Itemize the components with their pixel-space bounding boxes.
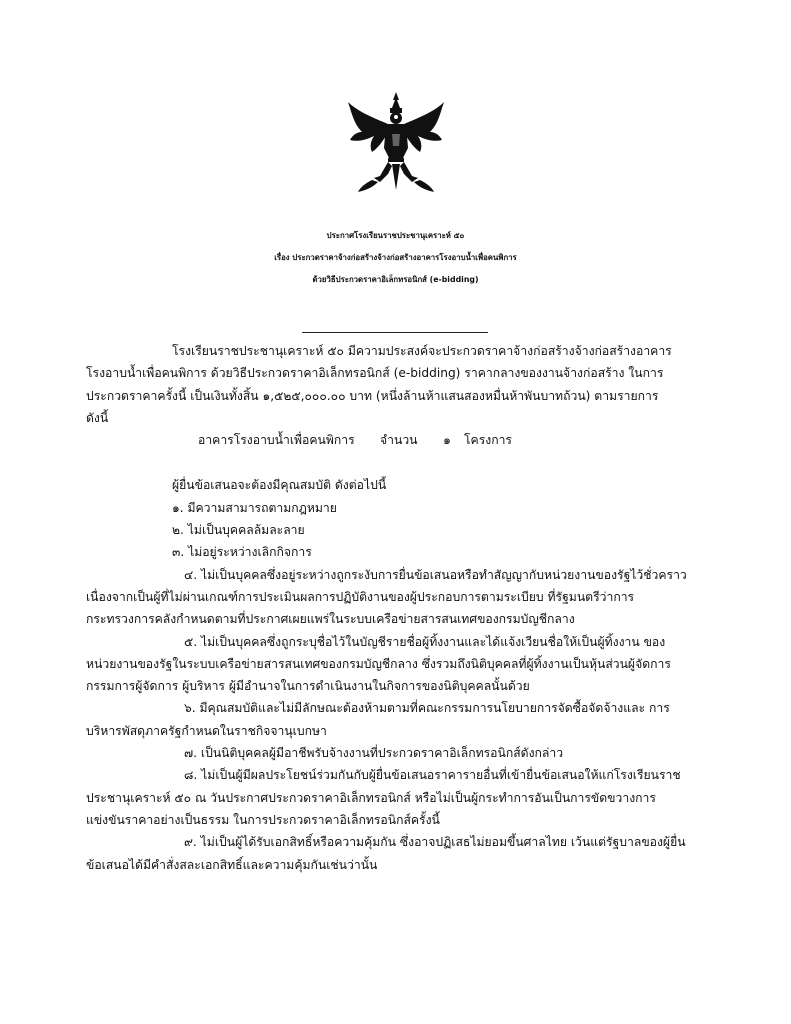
title-divider	[302, 332, 488, 333]
qualification-1	[86, 497, 710, 519]
qualification-7-line-1: ๗. เป็นนิติบุคคลผู้มีอาชีพรับจ้างงานที่ประกวดราคาอิเล็กทรอนิกส์ดังกล่าว	[184, 746, 564, 761]
qualification-5-line-1: ๕. ไม่เป็นบุคคลซึ่งถูกระบุชื่อไว้ในบัญชีรายชื่อผู้ทิ้งงานและได้แจ้งเวียนชื่อให้เป็นผู้ทิ้งงาน ของ	[184, 634, 666, 649]
qualification-8	[86, 764, 710, 831]
qualification-9	[86, 831, 710, 876]
item-unit: โครงการ	[464, 433, 512, 448]
intro-line-3: ประกวดราคาครั้งนี้ เป็นเงินทั้งสิ้น ๑,๕๒๕,๐๐๐.๐๐ บาท (หนึ่งล้านห้าแสนสองหมื่นห้าพันบาทถ้วน) ตามรายการ	[86, 388, 659, 403]
intro-line-2: โรงอาบน้ำเพื่อคนพิการ ด้วยวิธีประกวดราคาอิเล็กทรอนิกส์ (e-bidding) ราคากลางของงานจ้างก่อสร้าง ในการ	[86, 366, 664, 381]
qualifications-heading: ผู้ยื่นข้อเสนอจะต้องมีคุณสมบัติ ดังต่อไปนี้	[172, 478, 387, 493]
qualification-4	[86, 564, 710, 631]
qualification-2-line-1: ๒. ไม่เป็นบุคคลล้มละลาย	[172, 523, 305, 538]
garuda-emblem-icon	[344, 90, 448, 194]
qualification-4-line-1: ๔. ไม่เป็นบุคคลซึ่งอยู่ระหว่างถูกระงับการยื่นข้อเสนอหรือทำสัญญากับหน่วยงานของรัฐไว้ชั่วคราว	[184, 567, 687, 582]
item-quantity: ๑	[443, 433, 451, 448]
qualification-5	[86, 631, 710, 698]
qualification-1-line-1: ๑. มีความสามารถตามกฎหมาย	[172, 500, 337, 515]
intro-line-1: โรงเรียนราชประชานุเคราะห์ ๕๐ มีความประสงค์จะประกวดราคาจ้างก่อสร้างจ้างก่อสร้างอาคาร	[172, 344, 672, 358]
qualification-9-line-1: ๙. ไม่เป็นผู้ได้รับเอกสิทธิ์หรือความคุ้มกัน ซึ่งอาจปฏิเสธไม่ยอมขึ้นศาลไทย เว้นแต่รัฐบาลของผู้ยื่น	[184, 835, 686, 850]
qualification-7	[86, 742, 710, 764]
item-row	[86, 429, 710, 451]
qualification-8-line-3: แข่งขันราคาอย่างเป็นธรรม ในการประกวดราคาอิเล็กทรอนิกส์ครั้งนี้	[86, 812, 440, 827]
qualification-5-line-2: หน่วยงานของรัฐในระบบเครือข่ายสารสนเทศของกรมบัญชีกลาง ซึ่งรวมถึงนิติบุคคลที่ผู้ทิ้งงานเป็นหุ้นส่วนผู้จัดการ	[86, 656, 671, 671]
item-unit-label: จำนวน	[380, 433, 418, 448]
qualification-9-line-2: ข้อเสนอได้มีคำสั่งสละเอกสิทธิ์และความคุ้มกันเช่นว่านั้น	[86, 857, 378, 872]
intro-paragraph	[86, 340, 710, 429]
title-line-3: ด้วยวิธีประกวดราคาอิเล็กทรอนิกส์ (e-bidding)	[312, 275, 479, 284]
qualification-6-line-1: ๖. มีคุณสมบัติและไม่มีลักษณะต้องห้ามตามที่คณะกรรมการนโยบายการจัดซื้อจัดจ้างและ การ	[184, 701, 670, 716]
qualification-6-line-2: บริหารพัสดุภาครัฐกำหนดในราชกิจจานุเบกษา	[86, 723, 327, 738]
title-line-2: เรื่อง ประกวดราคาจ้างก่อสร้างจ้างก่อสร้างอาคารโรงอาบน้ำเพื่อคนพิการ	[274, 253, 517, 262]
qualification-3-line-1: ๓. ไม่อยู่ระหว่างเลิกกิจการ	[172, 545, 312, 560]
announcement-body	[86, 340, 710, 876]
announcement-title	[0, 225, 791, 291]
qualification-4-line-3: กระทรวงการคลังกำหนดตามที่ประกาศเผยแพร่ในระบบเครือข่ายสารสนเทศของกรมบัญชีกลาง	[86, 612, 575, 627]
qualification-6	[86, 697, 710, 742]
qualification-4-line-2: เนื่องจากเป็นผู้ที่ไม่ผ่านเกณฑ์การประเมินผลการปฏิบัติงานของผู้ประกอบการตามระเบียบ ที่รัฐมนตรีว่าการ	[86, 589, 635, 604]
qualification-5-line-3: กรรมการผู้จัดการ ผู้บริหาร ผู้มีอำนาจในการดำเนินงานในกิจการของนิติบุคคลนั้นด้วย	[86, 679, 530, 694]
intro-line-4: ดังนี้	[86, 410, 109, 425]
qualification-2	[86, 519, 710, 541]
qualification-3	[86, 541, 710, 563]
title-line-1: ประกาศโรงเรียนราชประชานุเคราะห์ ๕๐	[326, 231, 465, 240]
qualification-8-line-1: ๘. ไม่เป็นผู้มีผลประโยชน์ร่วมกันกับผู้ยื่นข้อเสนอราคารายอื่นที่เข้ายื่นข้อเสนอให้แก่โรงเรียนราช	[184, 768, 681, 783]
qualification-8-line-2: ประชานุเคราะห์ ๕๐ ณ วันประกาศประกวดราคาอิเล็กทรอนิกส์ หรือไม่เป็นผู้กระทำการอันเป็นการขัดขวางการ	[86, 790, 656, 805]
item-name: อาคารโรงอาบน้ำเพื่อคนพิการ	[198, 433, 355, 448]
